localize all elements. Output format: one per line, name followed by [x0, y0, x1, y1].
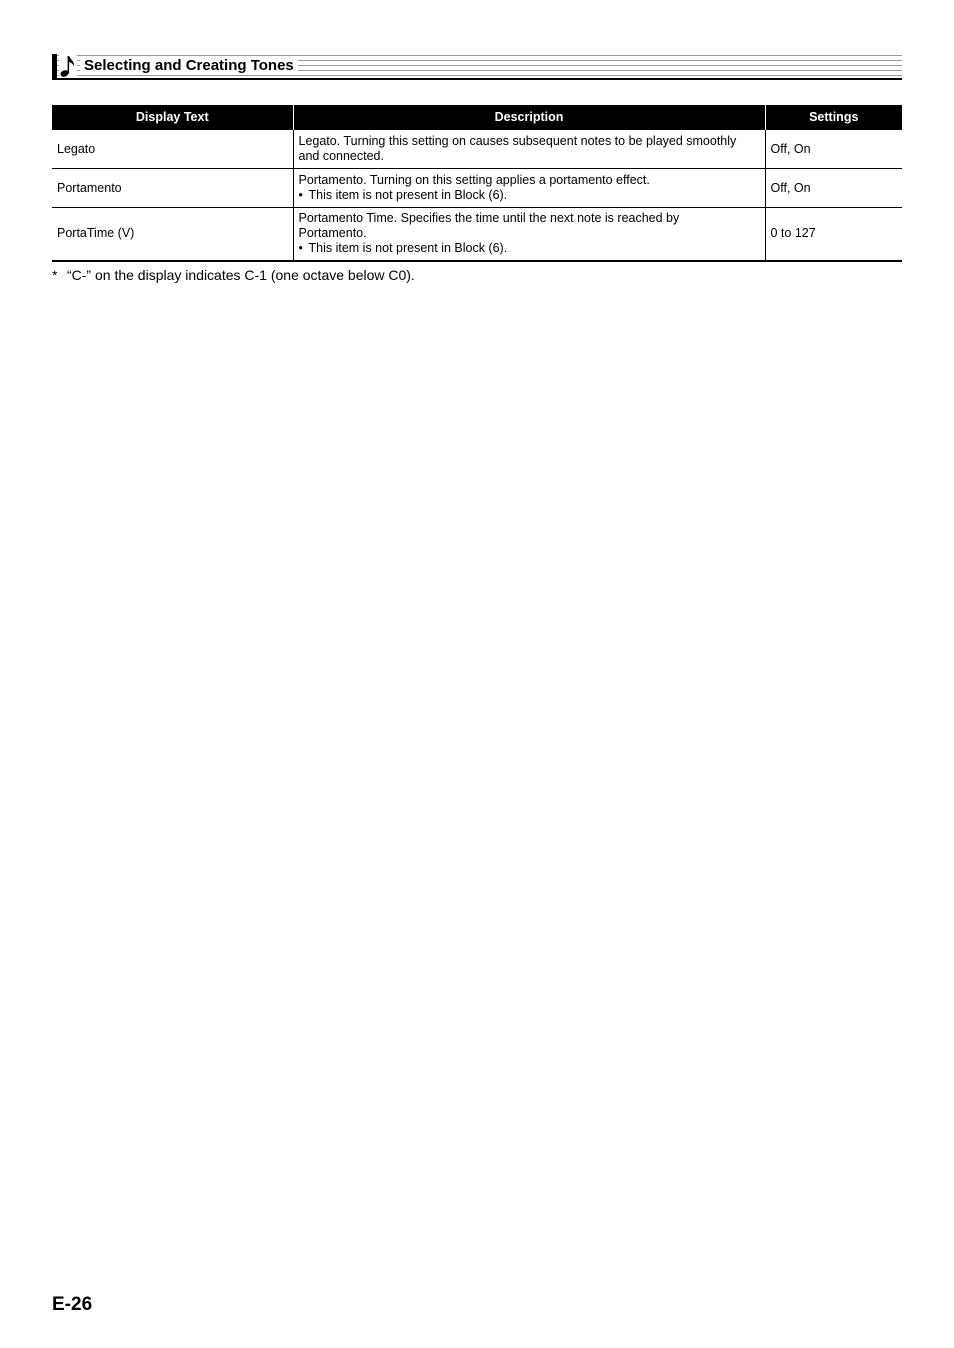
parameter-table [52, 105, 902, 262]
table-row [52, 130, 902, 169]
description-text: Portamento. Turning on this setting applies a portamento effect. [298, 173, 650, 187]
staff-line [52, 75, 902, 76]
display-text-cell: Portamento [52, 169, 293, 208]
note-line [299, 241, 760, 256]
column-header-display-text: Display Text [52, 105, 293, 130]
display-text-cell: Legato [52, 130, 293, 169]
section-title: Selecting and Creating Tones [80, 57, 298, 75]
settings-cell: Off, On [765, 169, 902, 208]
display-text-cell: PortaTime (V) [52, 208, 293, 261]
eighth-note-icon [59, 54, 77, 78]
staff-line [52, 55, 902, 56]
note-text: This item is not present in Block (6). [308, 241, 508, 256]
note-text: This item is not present in Block (6). [308, 188, 508, 202]
note-line [299, 188, 760, 203]
table-header-row [52, 105, 902, 130]
footnote-text: “C-” on the display indicates C-1 (one octave below C0). [67, 267, 415, 283]
settings-cell: Off, On [765, 130, 902, 169]
page-number: E-26 [52, 1294, 93, 1315]
description-cell [293, 130, 765, 169]
table-row [52, 169, 902, 208]
settings-cell: 0 to 127 [765, 208, 902, 261]
bullet-icon: • [298, 188, 303, 202]
header-bar [52, 54, 57, 80]
description-text: Legato. Turning this setting on causes subsequent notes to be played smoothly and connected. [298, 134, 737, 163]
footnote-marker: * [52, 267, 58, 283]
column-header-description: Description [293, 105, 765, 130]
bullet-icon: • [298, 241, 303, 256]
description-cell [293, 208, 765, 261]
description-text: Portamento Time. Specifies the time until the next note is reached by Portamento. [298, 211, 680, 241]
column-header-settings: Settings [765, 105, 902, 130]
section-header [52, 54, 902, 80]
table-row [52, 208, 902, 261]
header-underline [52, 78, 902, 80]
footnote [52, 267, 415, 283]
description-cell [293, 169, 765, 208]
